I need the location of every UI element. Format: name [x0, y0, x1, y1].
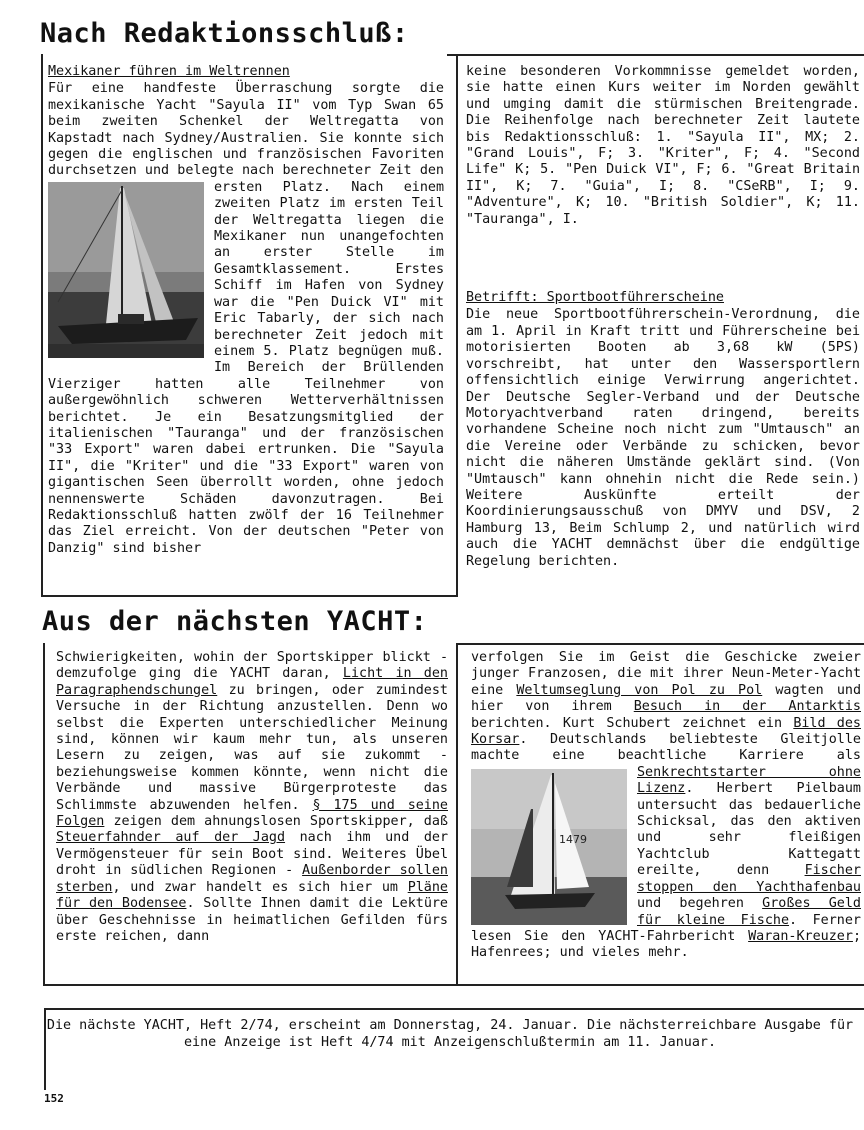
article-mexikaner-body: Nach einem zweiten Platz im ersten Teil der Weltregatta liegen die Mexikaner nun unangefochten an erster Stelle im Gesamtklassement. Erstes Schiff im Hafen von Sydney war die "Pen Duick VI" mit Eric Tabarly, der sich nach berechneter Zeit jedoch mit einem 5. Platz begnügen muß. Im Bereich der Brüllenden Vierziger hatten alle Teilnehmer von außergewöhnlich schweren Wetterverhältnissen berichtet. Je ein Besatzungsmitglied der italienischen "Tauranga" und der französischen "33 Export" waren dabei ertrunken. Die "Sayula II", die "Kriter" und die "33 Export" waren von gigantischen Seen überrollt worden, ohne jedoch nennenswerte Schäden davonzutragen. Bei Redaktionsschluß hatten zwölf der 16 Teilnehmer das Ziel erreicht. Von der deutschen "Peter von Danzig" sind bisher [48, 179, 445, 556]
topic-weltumseglung: Weltumseglung von Pol zu Pol [516, 682, 763, 698]
frame-mid-2 [456, 643, 458, 985]
text-seg: . Deutschlands beliebteste Gleitjolle machte eine beachtliche Karriere als [471, 732, 861, 764]
article-sportbootfuehrerscheine-body: Die neue Sportbootführerschein-Verordnung, die am 1. April in Kraft tritt und Führerscheine bei motorisierten Booten ab 3,68 kW (5PS) vorschreibt, hat unter den Wassersportlern offensichtlich einige Verwirrung angerichtet. Der Deutsche Segler-Verband und der Deutsche Motoryachtverband raten dringend, bereits vorhandene Scheine noch nicht zum "Umtausch" an die Vereine oder Verbände zu schicken, bevor nicht die näheren Umstände geklärt sind. (Von "Umtausch" kann ohnehin nicht die Rede sein.) Weitere Auskünfte erteilt der Koordinierungsausschuß von DMYV und DSV, 2 Hamburg 13, Beim Schlump 2, und natürlich wird auch die YACHT demnächst über die endgültige Regelung berichten. [466, 307, 860, 569]
text-seg: nach ihm und der Vermögensteuer für sein Boot sind. Weiteres Übel droht in südlichen Regionen - [56, 830, 449, 879]
topic-paragraphendschungel: Licht in den Paragraphendschungel [56, 666, 448, 698]
page-number: 152 [44, 1092, 64, 1105]
column-aus-der-naechsten-left [56, 650, 448, 945]
heading-aus-der-naechsten-yacht: Aus der nächsten YACHT: [42, 606, 428, 637]
text-seg: , und zwar handelt es sich hier um [112, 879, 408, 895]
dinghy-racing-photo [471, 769, 627, 925]
text-seg: . Herbert Pielbaum untersucht das bedauerliche Schicksal, das den aktiven und sehr fleißigen Yachtclub Kattegatt ereilte, denn [637, 781, 861, 879]
text-seg: zu bringen, oder zumindest Versuche in der Richtung anzustellen. Denn wo selbst die Experten unterschiedlicher Meinung sind, können wir kaum mehr tun, als unseren Lesern zu zeigen, was auf sie zukommt - beziehungsweise kommen könnte, wenn nicht die Verbände und massive Bürgerproteste das Schlimmste abzuwenden helfen. [56, 682, 448, 813]
text-seg: . Sollte Ihnen damit die Lektüre über Geschehnisse in heimatlichen Gefilden fürs erste reichen, dann [56, 896, 448, 944]
text-seg: . Ferner lesen Sie den YACHT-Fahrbericht [471, 912, 861, 944]
topic-waran-kreuzer: Waran-Kreuzer [748, 928, 853, 944]
text-seg: verfolgen Sie im Geist die Geschicke zweier junger Franzosen, die mit ihrer Neun-Meter-Yacht eine [471, 650, 861, 698]
text-seg: zeigen dem ahnungslosen Sportskipper, daß [104, 814, 448, 830]
text-seg: ; Hafenrees; und vieles mehr. [471, 928, 861, 961]
frame-top-1 [447, 54, 864, 56]
column-mexikaner [48, 64, 444, 557]
sail-number: 1479 [559, 832, 587, 846]
topic-paragraph-175: § 175 und seine Folgen [56, 797, 448, 830]
text-seg: berichten. Kurt Schubert zeichnet ein [471, 715, 794, 731]
topic-grosses-geld: Großes Geld für kleine Fische [637, 896, 861, 928]
text-seg: Schwierigkeiten, wohin der Sportskipper blickt - demzufolge ging die YACHT daran, [56, 650, 448, 682]
topic-korsar: Bild des Korsar [471, 715, 861, 748]
topic-antarktis: Besuch in der Antarktis [633, 699, 861, 715]
frame-left-1 [41, 54, 43, 596]
topic-senkrechtstarter: Senkrechtstarter ohne Lizenz [637, 764, 861, 797]
column-aus-der-naechsten-right [471, 650, 861, 962]
column-right-top [466, 64, 860, 570]
next-issue-notice: Die nächste YACHT, Heft 2/74, erscheint am Donnerstag, 24. Januar. Die nächsterreichbare Ausgabe für eine Anzeige ist Heft 4/74 mit Anzeigenschlußtermin am 11. Januar. [46, 1018, 854, 1050]
frame-bottom-1 [41, 595, 458, 597]
text-seg: und begehren [637, 896, 763, 912]
article-mexikaner-continuation: keine besonderen Vorkommnisse gemeldet worden, sie hatte einen Kurs weiter im Norden gewählt und umging damit die stürmischen Breitengrade. Die Reihenfolge nach berechneter Zeit lautete bis Redaktionsschluß: 1. "Sayula II", MX; 2. "Grand Louis", F; 3. "Kriter", F; 4. "Second Life" K; 5. "Pen Duick VI", F; 6. "Great Britain II", K; 7. "Guia", I; 8. "CSeRB", I; 9. "Adventure", K; 10. "British Soldier", K; 11. "Tauranga", I. [466, 64, 860, 227]
sailing-yacht-photo [48, 182, 204, 358]
notice-frame-top [44, 1008, 864, 1010]
frame-bottom-2 [43, 984, 864, 986]
topic-aussenborder: Außenborder sollen sterben [56, 863, 448, 895]
article-mexikaner-intro: Für eine handfeste Überraschung sorgte die mexikanische Yacht "Sayula II" vom Typ Swan 65 beim zweiten Schenkel der Weltregatta von Kapstadt nach Sydney/Australien. Sie konnte sich gegen die englischen und französischen Favoriten durchsetzen und belegte nach berechneter Zeit den ersten Platz. [48, 81, 444, 195]
subtitle-sportbootfuehrerscheine: Betrifft: Sportbootführerscheine [466, 290, 724, 306]
topic-fischer-yachthafenbau: Fischer stoppen den Yachthafenbau [637, 863, 861, 895]
topic-steuerfahnder: Steuerfahnder auf der Jagd [56, 830, 286, 846]
text-seg: wagten und hier von ihrem [471, 682, 862, 715]
frame-mid-1 [456, 54, 458, 596]
heading-nach-redaktionsschluss: Nach Redaktionsschluß: [40, 18, 409, 49]
subtitle-mexikaner: Mexikaner führen im Weltrennen [48, 64, 290, 79]
frame-left-2 [43, 643, 45, 985]
frame-top-2 [457, 643, 864, 645]
topic-bodensee: Pläne für den Bodensee [56, 879, 448, 912]
